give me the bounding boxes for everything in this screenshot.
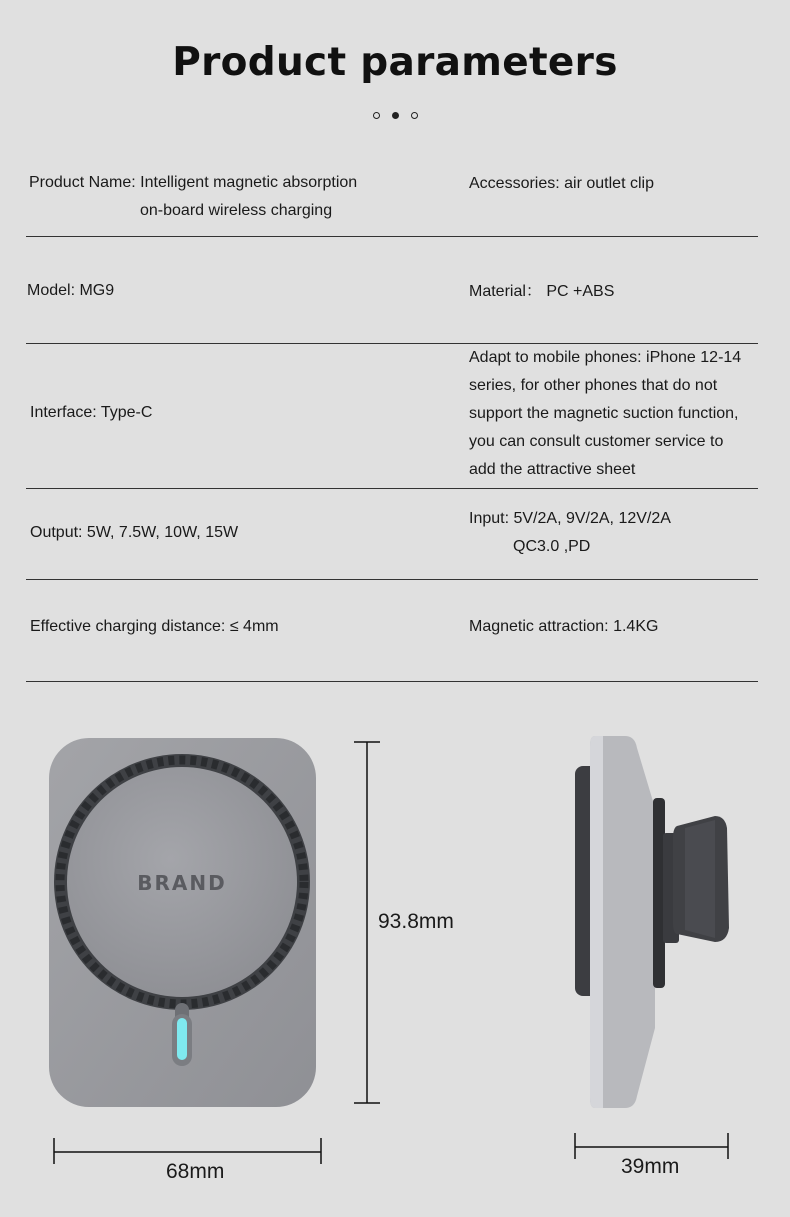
brand-logo: BRAND [137,871,227,895]
spec-adapt-line1: Adapt to mobile phones: iPhone 12-14 [469,349,742,366]
spec-value: Type-C [100,404,153,421]
spec-value: 5V/2A, 9V/2A, 12V/2A [513,510,671,527]
spec-adapt-line3: support the magnetic suction function, [469,405,739,422]
spec-label: Accessories: [469,175,565,192]
spec-adapt-line5: add the attractive sheet [469,461,636,478]
page-title: Product parameters [172,40,618,85]
spec-input [469,505,671,561]
spec-row-2 [26,237,758,344]
spec-label: Effective charging distance: [30,618,230,635]
spec-adapt [469,344,741,484]
spec-value: 5W, 7.5W, 10W, 15W [86,524,239,541]
spec-label: Model: [27,282,80,299]
spec-material [469,278,614,306]
spec-magnetic [469,613,658,641]
spec-value: PC +ABS [541,283,615,300]
spec-value-line2: on-board wireless charging [140,202,333,219]
spec-value: ≤ 4mm [229,618,279,635]
spec-label: Output: [30,524,87,541]
spec-label: Interface: [30,404,101,421]
spec-output [30,519,238,547]
spec-label: Product Name: [29,174,141,191]
depth-dimension-label: 39mm [621,1155,680,1178]
spec-value: air outlet clip [564,175,654,192]
spec-row-4 [26,489,758,580]
spec-model [27,277,114,305]
spec-value: MG9 [79,282,115,299]
spec-distance [30,613,279,641]
spec-row-3 [26,344,758,489]
width-dimension-label: 68mm [166,1160,225,1183]
spec-label: Material： [469,283,542,300]
carousel-dot-1[interactable] [373,112,380,119]
spec-label: Input: [469,510,514,527]
height-dimension-label: 93.8mm [378,910,454,933]
spec-input-line2: QC3.0 ,PD [513,538,591,555]
spec-label: Magnetic attraction: [469,618,614,635]
charger-side-image [565,728,740,1118]
spec-row-1 [26,160,758,237]
spec-value: 1.4KG [613,618,659,635]
spec-adapt-line2: series, for other phones that do not [469,377,718,394]
spec-accessories [469,170,654,198]
spec-value: Intelligent magnetic absorption [140,174,358,191]
spec-row-5 [26,580,758,682]
carousel-dot-2[interactable] [392,112,399,119]
carousel-dot-3[interactable] [411,112,418,119]
spec-adapt-line4: you can consult customer service to [469,433,724,450]
spec-product-name [29,169,357,225]
charger-front-image [40,730,330,1120]
spec-interface [30,399,152,427]
carousel-indicator [0,112,790,119]
led-indicator [177,1018,187,1060]
